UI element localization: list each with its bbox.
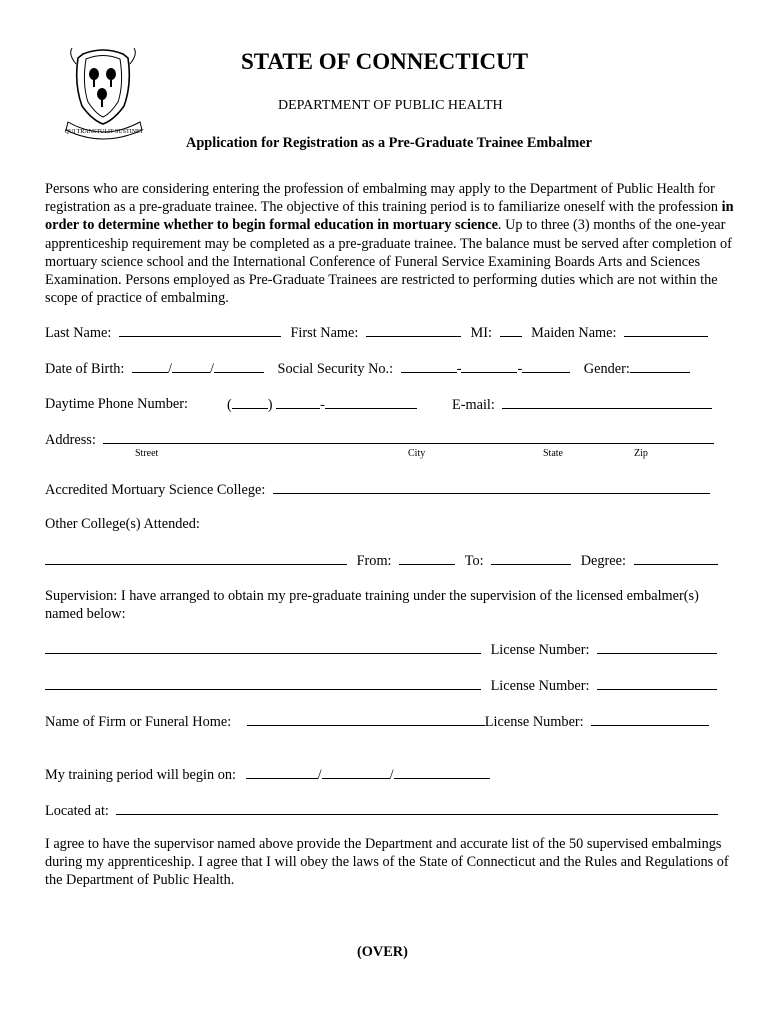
firm-label: Name of Firm or Funeral Home:: [45, 714, 232, 730]
to-label: To:: [464, 553, 484, 569]
supervisor-name-field-1[interactable]: [45, 640, 481, 654]
supervisor-row-1: [45, 640, 717, 659]
supervision-text: Supervision: I have arranged to obtain my pre-graduate training under the supervision of the licensed embalmer(s) named below:: [45, 588, 699, 623]
firm-row: [45, 712, 709, 731]
dob-label: Date of Birth:: [45, 361, 125, 377]
other-colleges-label: Other College(s) Attended:: [45, 516, 200, 532]
dob-row: Date of Birth: / / Social Security No.: - - Gender:: [45, 359, 690, 378]
phone-label: Daytime Phone Number:: [45, 396, 188, 412]
license-number-label-1: License Number:: [490, 642, 590, 658]
last-name-label: Last Name:: [45, 325, 112, 341]
address-state-caption: State: [543, 448, 563, 459]
email-label: E-mail:: [452, 397, 495, 413]
gender-label: Gender:: [583, 361, 630, 377]
mi-label: MI:: [470, 325, 492, 341]
other-college-field[interactable]: [45, 551, 347, 565]
ssn-part3-field[interactable]: [522, 359, 570, 373]
other-college-row: [45, 551, 718, 570]
training-begin-label: My training period will begin on:: [45, 767, 236, 783]
department-heading: DEPARTMENT OF PUBLIC HEALTH: [278, 98, 503, 113]
license-number-field-2[interactable]: [597, 676, 717, 690]
college-label: Accredited Mortuary Science College:: [45, 482, 266, 498]
license-number-label-2: License Number:: [490, 678, 590, 694]
from-field[interactable]: [399, 551, 455, 565]
last-name-field[interactable]: [119, 323, 281, 337]
college-field[interactable]: [273, 480, 710, 494]
training-year-field[interactable]: [394, 765, 490, 779]
maiden-name-label: Maiden Name:: [531, 325, 617, 341]
license-number-label-3: License Number:: [484, 714, 584, 730]
address-row: [45, 430, 714, 449]
dob-year-field[interactable]: [214, 359, 264, 373]
agreement-paragraph: I agree to have the supervisor named above provide the Department and accurate list of the 50 supervised embalmings during my apprenticeship. I agree that I will obey the laws of the State of Connecticut and the Rules and Regulations of the Department of Public Health.: [45, 836, 729, 889]
training-day-field[interactable]: [322, 765, 390, 779]
located-at-label: Located at:: [45, 803, 109, 819]
license-number-field-3[interactable]: [591, 712, 709, 726]
located-row: [45, 801, 718, 820]
training-row: My training period will begin on: / /: [45, 765, 490, 784]
email-field[interactable]: [502, 395, 712, 409]
from-label: From:: [356, 553, 392, 569]
address-label: Address:: [45, 432, 96, 448]
address-field[interactable]: [103, 430, 714, 444]
address-zip-caption: Zip: [634, 448, 648, 459]
supervisor-row-2: [45, 676, 717, 695]
over-indicator: (OVER): [357, 944, 408, 960]
firm-field[interactable]: [247, 712, 485, 726]
degree-label: Degree:: [580, 553, 626, 569]
state-seal-logo: [50, 44, 156, 144]
degree-field[interactable]: [634, 551, 718, 565]
dob-day-field[interactable]: [172, 359, 210, 373]
located-at-field[interactable]: [116, 801, 718, 815]
address-city-caption: City: [408, 448, 426, 459]
gender-field[interactable]: [630, 359, 690, 373]
supervisor-name-field-2[interactable]: [45, 676, 481, 690]
mi-field[interactable]: [500, 323, 522, 337]
dob-month-field[interactable]: [132, 359, 168, 373]
to-field[interactable]: [491, 551, 571, 565]
first-name-field[interactable]: [366, 323, 461, 337]
svg-text:QUI TRANSTULIT SUSTINET: QUI TRANSTULIT SUSTINET: [64, 129, 144, 135]
college-row: [45, 480, 710, 499]
name-row: [45, 323, 708, 342]
first-name-label: First Name:: [290, 325, 359, 341]
maiden-name-field[interactable]: [624, 323, 708, 337]
ssn-part1-field[interactable]: [401, 359, 457, 373]
ssn-part2-field[interactable]: [461, 359, 517, 373]
phone-field[interactable]: ( ) -: [227, 395, 417, 414]
training-month-field[interactable]: [246, 765, 318, 779]
page-title: STATE OF CONNECTICUT: [241, 49, 529, 74]
form-title: Application for Registration as a Pre-Graduate Trainee Embalmer: [186, 135, 592, 151]
intro-paragraph: Persons who are considering entering the profession of embalming may apply to the Department of Public Health for registration as a pre-graduate trainee. The objective of this training period is to familiarize oneself with the profession in order to determine whether to begin formal education in mortuary science. Up to three (3) months of the one-year apprenticeship requirement may be completed as a pre-graduate trainee. The balance must be served after completion of mortuary science school and the International Conference of Funeral Service Examining Boards Arts and Sciences Examination. Persons employed as Pre-Graduate Trainees are restricted to performing duties which are not within the scope of practice of embalming.: [45, 181, 734, 307]
ssn-label: Social Security No.:: [277, 361, 394, 377]
email-row: [452, 395, 712, 414]
address-street-caption: Street: [135, 448, 159, 459]
license-number-field-1[interactable]: [597, 640, 717, 654]
